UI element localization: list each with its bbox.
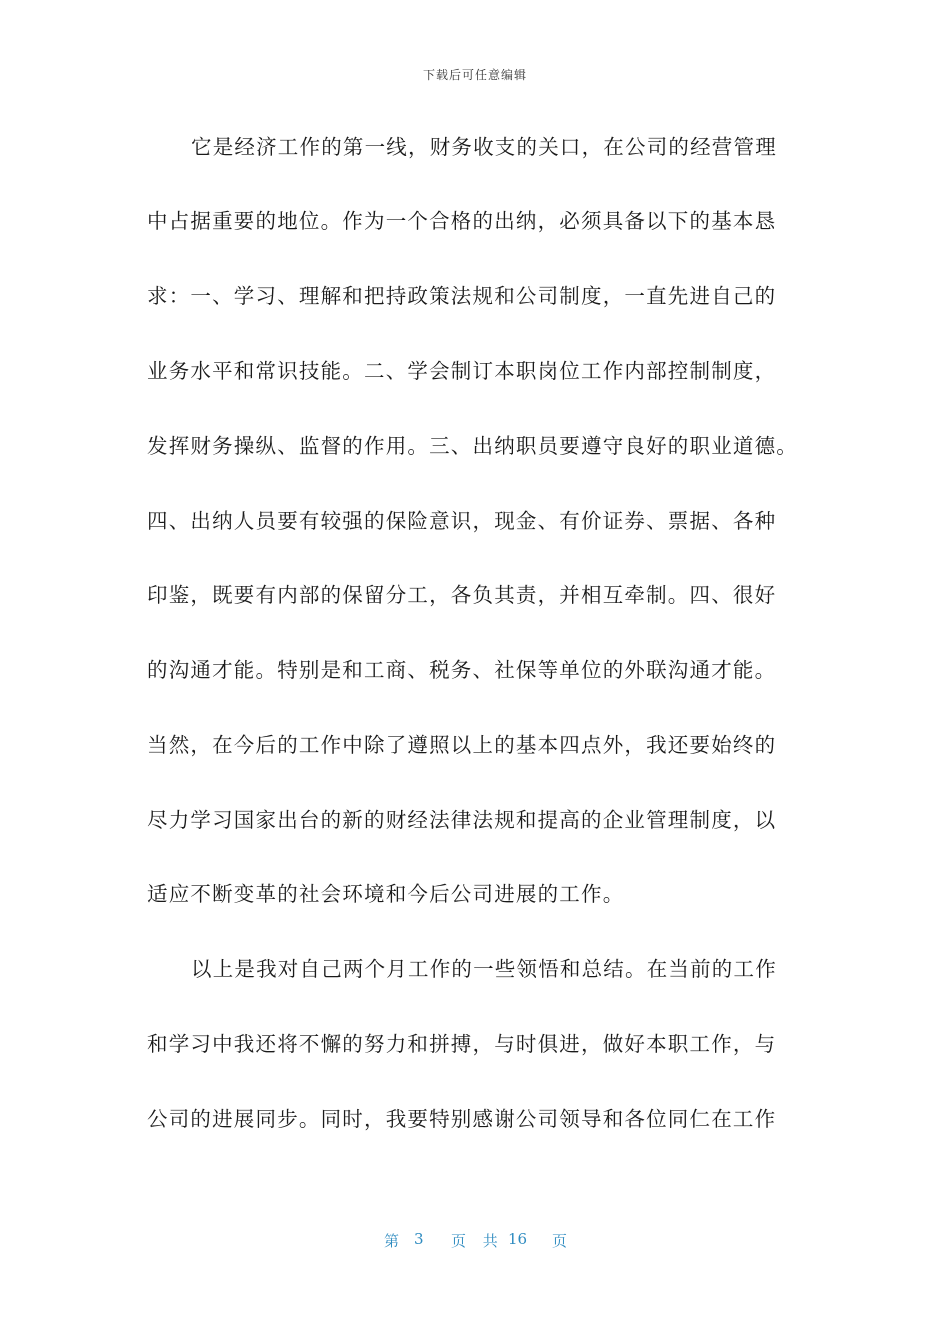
text-line: 中占据重要的地位。作为一个合格的出纳，必须具备以下的基本恳 xyxy=(147,209,777,233)
footer-suffix: 页 xyxy=(552,1232,568,1250)
footer-middle: 页 共 xyxy=(451,1232,504,1250)
text-line: 印鉴，既要有内部的保留分工，各负其责，并相互牵制。四、很好 xyxy=(147,583,777,607)
text-line: 尽力学习国家出台的新的财经法律法规和提高的企业管理制度，以 xyxy=(147,808,777,832)
footer-prefix: 第 xyxy=(384,1232,400,1250)
text-line: 当然，在今后的工作中除了遵照以上的基本四点外，我还要始终的 xyxy=(147,733,777,757)
text-line: 求：一、学习、理解和把持政策法规和公司制度，一直先进自己的 xyxy=(147,284,777,308)
text-line: 它是经济工作的第一线，财务收支的关口，在公司的经营管理 xyxy=(191,135,777,159)
text-line: 业务水平和常识技能。二、学会制订本职岗位工作内部控制制度， xyxy=(147,359,777,383)
text-line: 发挥财务操纵、监督的作用。三、出纳职员要遵守良好的职业道德。 xyxy=(147,434,798,458)
text-line: 和学习中我还将不懈的努力和拼搏，与时俱进，做好本职工作，与 xyxy=(147,1032,777,1056)
current-page-number: 3 xyxy=(414,1230,424,1248)
text-line: 公司的进展同步。同时，我要特别感谢公司领导和各位同仁在工作 xyxy=(147,1107,777,1131)
page-header: 下载后可任意编辑 xyxy=(422,68,527,82)
total-pages-number: 16 xyxy=(508,1230,528,1248)
text-line: 的沟通才能。特别是和工商、税务、社保等单位的外联沟通才能。 xyxy=(147,658,777,682)
text-line: 四、出纳人员要有较强的保险意识，现金、有价证券、票据、各种 xyxy=(147,509,777,533)
text-line: 以上是我对自己两个月工作的一些领悟和总结。在当前的工作 xyxy=(191,957,777,981)
text-line: 适应不断变革的社会环境和今后公司进展的工作。 xyxy=(147,882,625,906)
